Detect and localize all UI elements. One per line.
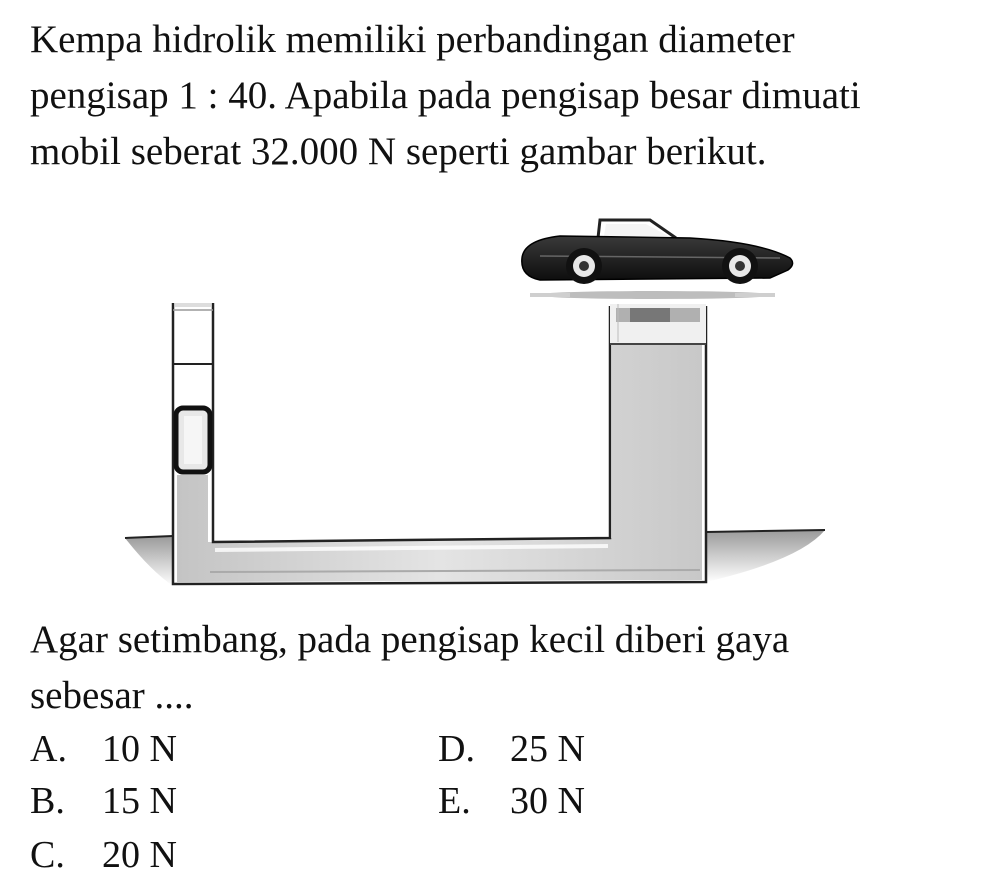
option-b-text: 15 N xyxy=(102,780,177,822)
option-b-letter: B. xyxy=(30,780,65,822)
car-icon xyxy=(522,220,793,284)
hydraulic-press-diagram xyxy=(0,200,992,600)
option-e-letter: E. xyxy=(438,780,471,822)
question-line-3: mobil seberat 32.000 N seperti gambar berikut. xyxy=(30,130,767,173)
car-platform xyxy=(530,291,775,299)
question-text xyxy=(30,12,960,180)
option-c[interactable] xyxy=(30,830,177,880)
small-piston-icon xyxy=(176,408,210,472)
option-b[interactable] xyxy=(30,776,177,826)
option-d-letter: D. xyxy=(438,728,475,770)
ground-left xyxy=(125,536,173,586)
option-e[interactable] xyxy=(438,776,585,826)
option-e-text: 30 N xyxy=(510,780,585,822)
option-a-letter: A. xyxy=(30,728,67,770)
prompt-line-1: Agar setimbang, pada pengisap kecil diberi gaya xyxy=(30,618,790,661)
prompt-text xyxy=(30,612,960,724)
option-d[interactable] xyxy=(438,724,585,774)
option-a-text: 10 N xyxy=(102,728,177,770)
question-line-2: pengisap 1 : 40. Apabila pada pengisap besar dimuati xyxy=(30,74,861,117)
prompt-line-2: sebesar .... xyxy=(30,674,194,717)
option-c-letter: C. xyxy=(30,834,65,876)
option-c-text: 20 N xyxy=(102,834,177,876)
option-d-text: 25 N xyxy=(510,728,585,770)
large-piston-icon xyxy=(610,304,706,344)
question-line-1: Kempa hidrolik memiliki perbandingan diameter xyxy=(30,18,795,61)
u-tube xyxy=(173,303,706,584)
ground-right xyxy=(706,530,825,582)
option-a[interactable] xyxy=(30,724,177,774)
